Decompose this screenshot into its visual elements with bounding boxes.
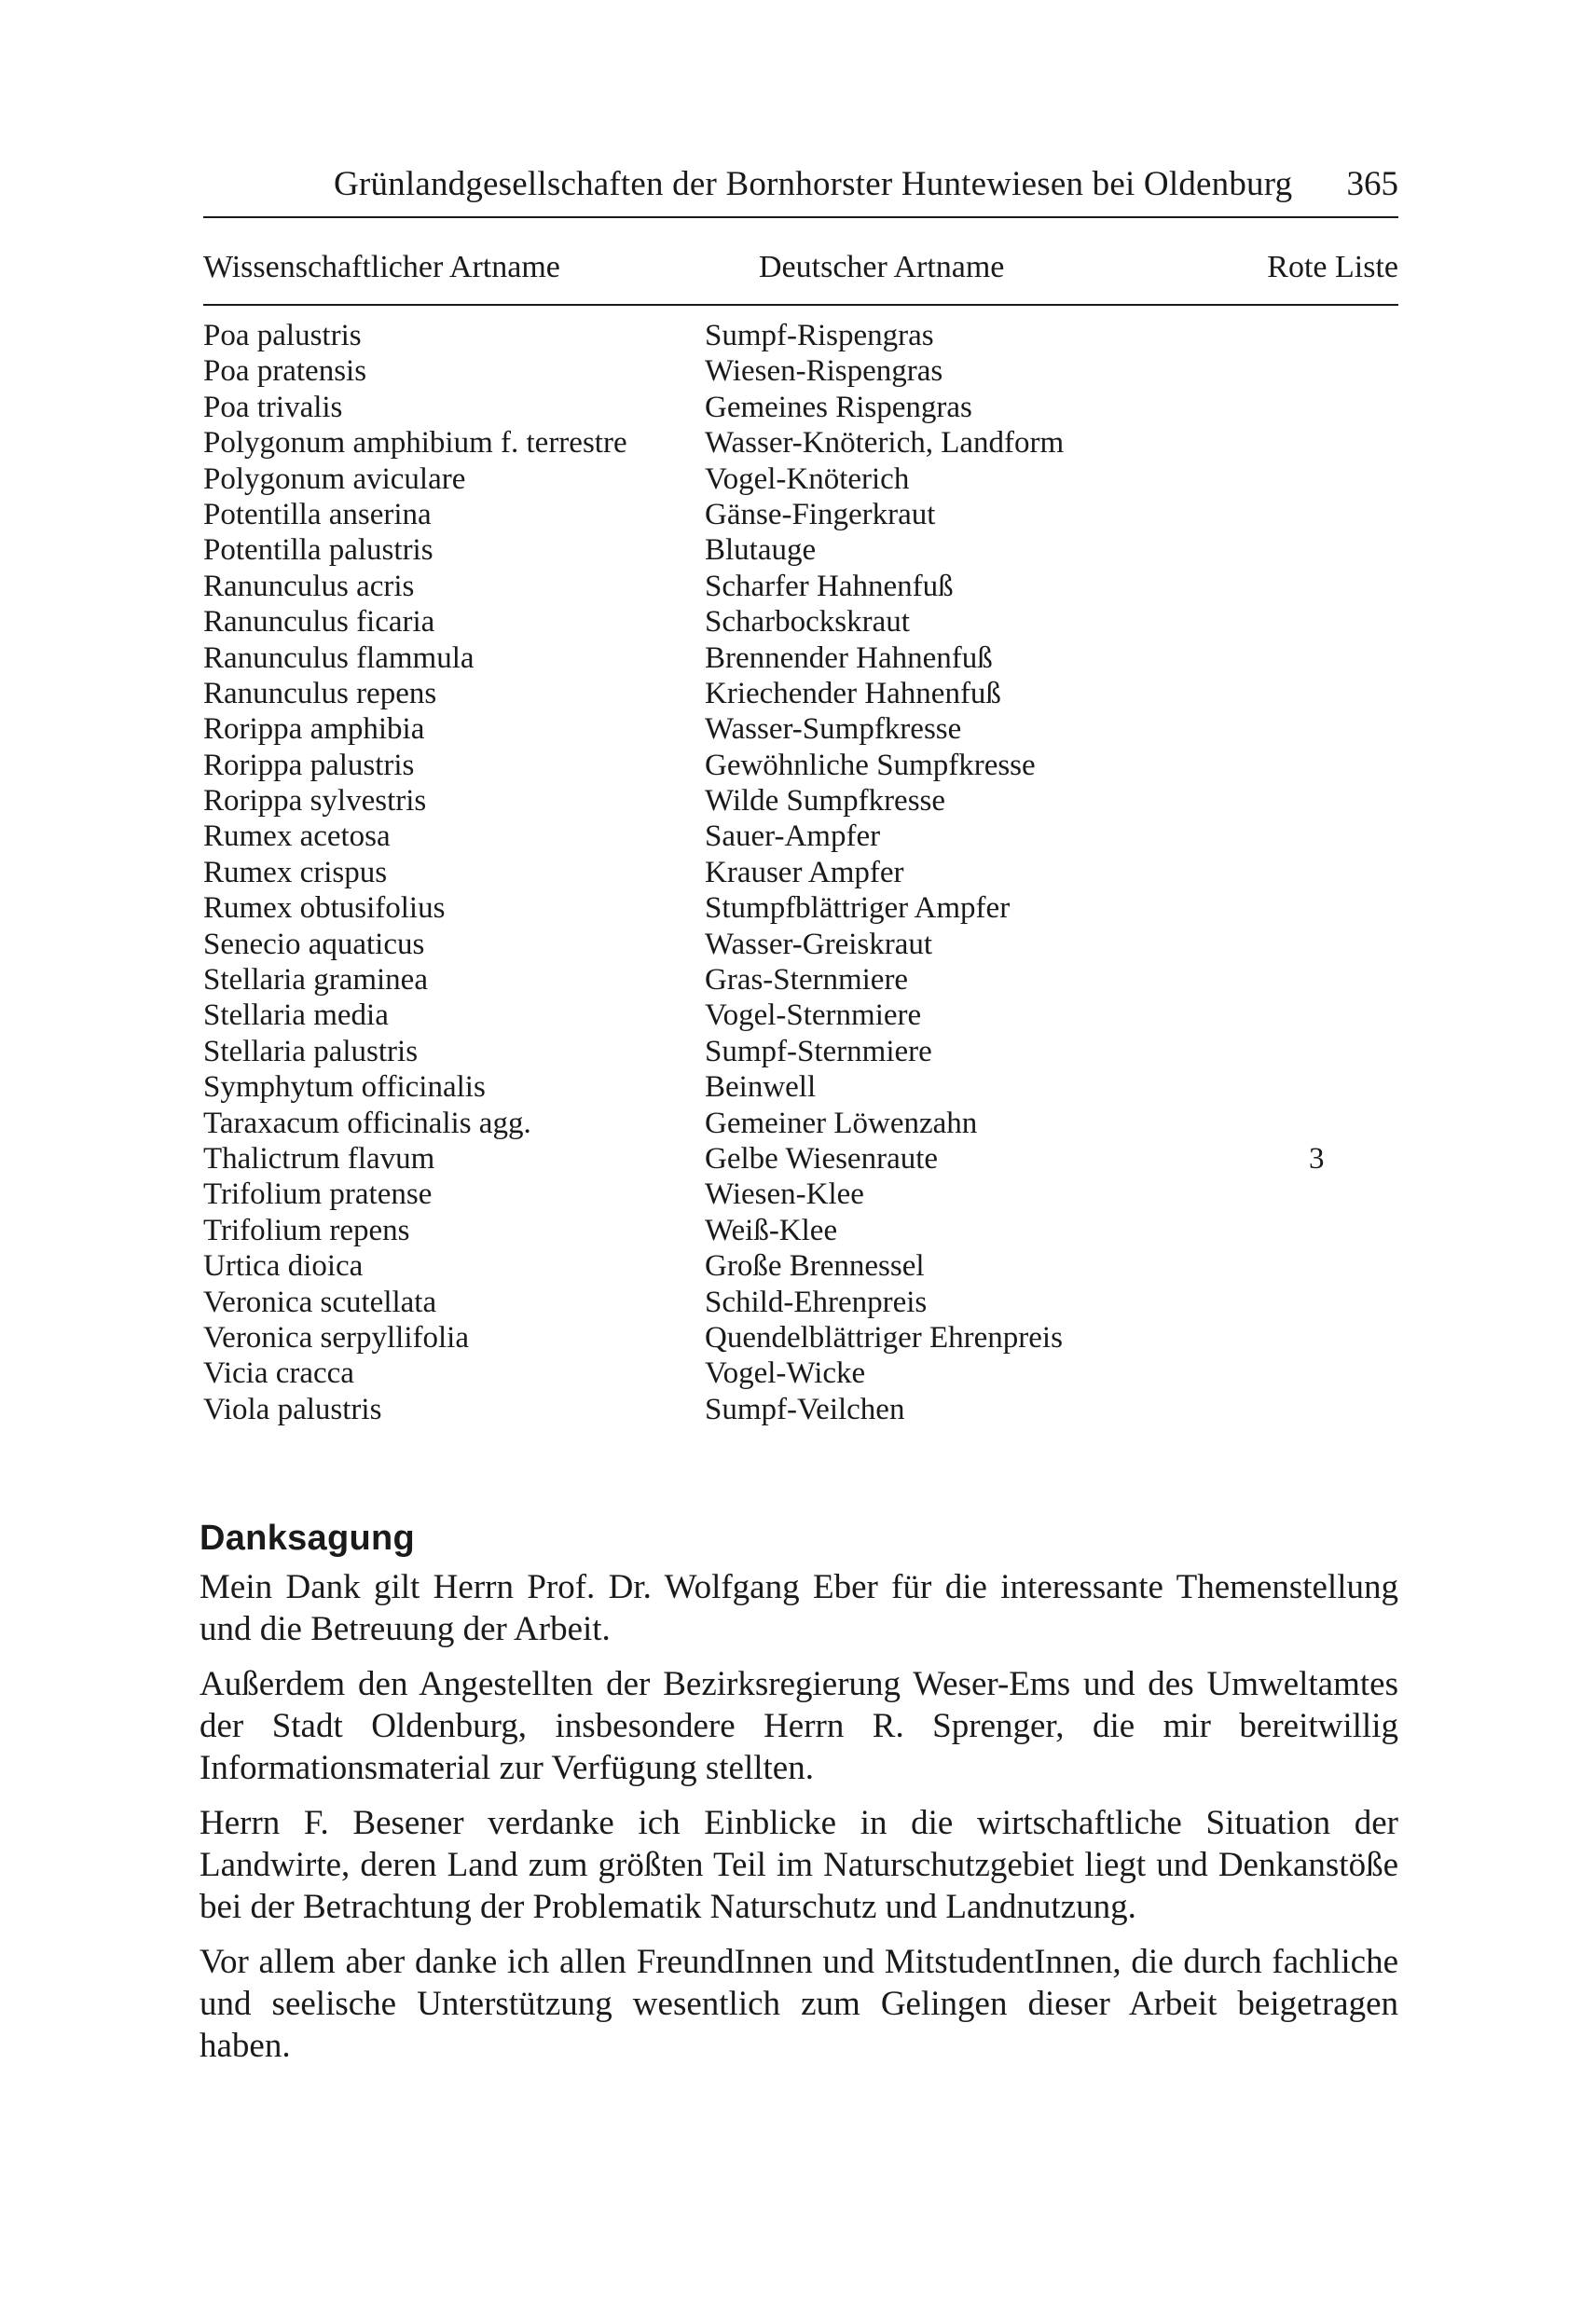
scientific-name-cell: Rorippa sylvestris (203, 784, 427, 819)
german-name-cell: Sumpf-Veilchen (705, 1392, 905, 1426)
scientific-name-cell: Ranunculus flammula (203, 640, 475, 675)
scientific-name-cell: Poa palustris (203, 319, 362, 352)
scientific-name-cell: Ranunculus ficaria (203, 605, 435, 640)
species-table (203, 318, 1398, 1427)
scientific-name-cell: Rumex crispus (203, 855, 388, 889)
scientific-name-cell: Stellaria graminea (203, 963, 428, 998)
table-row (203, 461, 1398, 497)
scientific-name-cell: Ranunculus acris (203, 569, 415, 603)
scientific-name-cell: Symphytum officinalis (203, 1070, 486, 1105)
acknowledgements-paragraph: Herrn F. Besener verdanke ich Einblicke in die wirtschaftliche Situation der Landwirte, deren Land zum größten Teil im Naturschutzgebiet liegt und Denkanstöße bei der Betrachtung der Problematik Naturschutz und Landnutzung. (200, 1804, 1398, 1926)
scientific-name-cell: Urtica dioica (203, 1249, 364, 1284)
table-row (203, 604, 1398, 640)
scientific-name-cell: Stellaria palustris (203, 1034, 419, 1068)
acknowledgements-paragraph: Außerdem den Angestellten der Bezirksregierung Weser-Ems und des Umweltamtes der Stadt Oldenburg, insbesondere Herrn R. Sprenger, die mir bereitwillig Informationsmaterial zur Verfügung stellten. (200, 1665, 1398, 1787)
acknowledgements-paragraph: Mein Dank gilt Herrn Prof. Dr. Wolfgang Eber für die interessante Themenstellung und die Betreuung der Arbeit. (200, 1568, 1398, 1648)
page-number: 365 (1346, 165, 1398, 203)
german-name-cell: Kriechender Hahnenfuß (705, 676, 1001, 710)
german-name-cell: Scharbockskraut (705, 605, 910, 640)
german-name-cell: Gänse-Fingerkraut (705, 497, 936, 531)
german-name-cell: Vogel-Sternmiere (705, 998, 922, 1033)
german-name-cell: Weiß-Klee (705, 1213, 838, 1247)
german-name-cell: Wasser-Knöterich, Landform (705, 426, 1065, 461)
scientific-name-cell: Trifolium repens (203, 1213, 410, 1247)
german-name-cell: Gemeiner Löwenzahn (705, 1106, 978, 1140)
german-name-cell: Schild-Ehrenpreis (705, 1285, 928, 1319)
table-row (203, 497, 1398, 532)
table-row (203, 1320, 1398, 1356)
scientific-name-cell: Trifolium pratense (203, 1177, 433, 1212)
table-row (203, 962, 1398, 998)
german-name-cell: Große Brennessel (705, 1249, 925, 1284)
table-row (203, 425, 1398, 461)
column-header-german-name: Deutscher Artname (759, 250, 1005, 284)
german-name-cell: Gelbe Wiesenraute (705, 1141, 939, 1176)
table-row (203, 711, 1398, 747)
table-row (203, 748, 1398, 783)
table-row (203, 1034, 1398, 1069)
header-rule (203, 216, 1398, 218)
running-header-title: Grünlandgesellschaften der Bornhorster Huntewiesen bei Oldenburg (334, 165, 1293, 203)
table-row (203, 1285, 1398, 1320)
table-header-row (203, 244, 1398, 291)
scientific-name-cell: Potentilla palustris (203, 533, 433, 568)
scientific-name-cell: Rumex acetosa (203, 819, 391, 854)
german-name-cell: Vogel-Knöterich (705, 461, 910, 496)
table-row (203, 640, 1398, 676)
scientific-name-cell: Thalictrum flavum (203, 1141, 435, 1176)
scientific-name-cell: Polygonum amphibium f. terrestre (203, 426, 627, 461)
scientific-name-cell: Polygonum aviculare (203, 461, 466, 496)
scientific-name-cell: Senecio aquaticus (203, 927, 425, 961)
table-row (203, 318, 1398, 353)
german-name-cell: Brennender Hahnenfuß (705, 640, 993, 675)
table-row (203, 1213, 1398, 1248)
table-row (203, 998, 1398, 1033)
table-row (203, 1177, 1398, 1212)
table-row (203, 927, 1398, 962)
table-row (203, 1141, 1398, 1177)
german-name-cell: Quendelblättriger Ehrenpreis (705, 1320, 1063, 1355)
table-row (203, 532, 1398, 568)
column-header-red-list: Rote Liste (1267, 250, 1398, 284)
table-row (203, 1356, 1398, 1391)
german-name-cell: Wiesen-Rispengras (705, 354, 943, 389)
scientific-name-cell: Poa trivalis (203, 390, 343, 424)
table-row (203, 676, 1398, 711)
table-row (203, 569, 1398, 604)
german-name-cell: Scharfer Hahnenfuß (705, 569, 954, 603)
german-name-cell: Krauser Ampfer (705, 855, 904, 889)
scientific-name-cell: Poa pratensis (203, 354, 367, 389)
table-row (203, 353, 1398, 389)
acknowledgements-heading: Danksagung (200, 1519, 416, 1558)
scientific-name-cell: Veronica scutellata (203, 1285, 437, 1319)
scientific-name-cell: Veronica serpyllifolia (203, 1320, 469, 1355)
scientific-name-cell: Potentilla anserina (203, 497, 432, 531)
german-name-cell: Blutauge (705, 533, 817, 568)
german-name-cell: Beinwell (705, 1070, 817, 1105)
german-name-cell: Gras-Sternmiere (705, 963, 909, 998)
german-name-cell: Gemeines Rispengras (705, 390, 972, 424)
table-row (203, 819, 1398, 854)
scientific-name-cell: Ranunculus repens (203, 676, 437, 710)
scientific-name-cell: Rumex obtusifolius (203, 891, 446, 926)
german-name-cell: Wiesen-Klee (705, 1177, 864, 1212)
scientific-name-cell: Stellaria media (203, 998, 389, 1033)
acknowledgements-paragraph: Vor allem aber danke ich allen FreundInnen und MitstudentInnen, die durch fachliche und seelische Unterstützung wesentlich zum Gelingen dieser Arbeit beigetragen haben. (200, 1943, 1398, 2065)
table-row (203, 390, 1398, 425)
acknowledgements-body (200, 1566, 1398, 2080)
german-name-cell: Wilde Sumpfkresse (705, 784, 946, 819)
table-row (203, 783, 1398, 819)
german-name-cell: Sumpf-Sternmiere (705, 1034, 932, 1068)
table-row (203, 855, 1398, 890)
german-name-cell: Sauer-Ampfer (705, 819, 881, 854)
table-row (203, 1392, 1398, 1427)
german-name-cell: Gewöhnliche Sumpfkresse (705, 748, 1036, 782)
german-name-cell: Vogel-Wicke (705, 1356, 866, 1391)
table-row (203, 1069, 1398, 1105)
column-header-scientific-name: Wissenschaftlicher Artname (203, 250, 560, 284)
scientific-name-cell: Taraxacum officinalis agg. (203, 1106, 531, 1140)
german-name-cell: Stumpfblättriger Ampfer (705, 891, 1011, 926)
table-row (203, 1248, 1398, 1284)
red-list-cell: 3 (1309, 1141, 1325, 1176)
running-header (203, 158, 1398, 211)
scientific-name-cell: Rorippa amphibia (203, 712, 425, 747)
german-name-cell: Wasser-Sumpfkresse (705, 712, 962, 747)
table-row (203, 1106, 1398, 1141)
scientific-name-cell: Rorippa palustris (203, 748, 415, 782)
table-header-rule (203, 304, 1398, 306)
table-row (203, 890, 1398, 926)
german-name-cell: Wasser-Greiskraut (705, 927, 933, 961)
scientific-name-cell: Vicia cracca (203, 1356, 354, 1391)
scientific-name-cell: Viola palustris (203, 1392, 382, 1426)
german-name-cell: Sumpf-Rispengras (705, 319, 934, 352)
